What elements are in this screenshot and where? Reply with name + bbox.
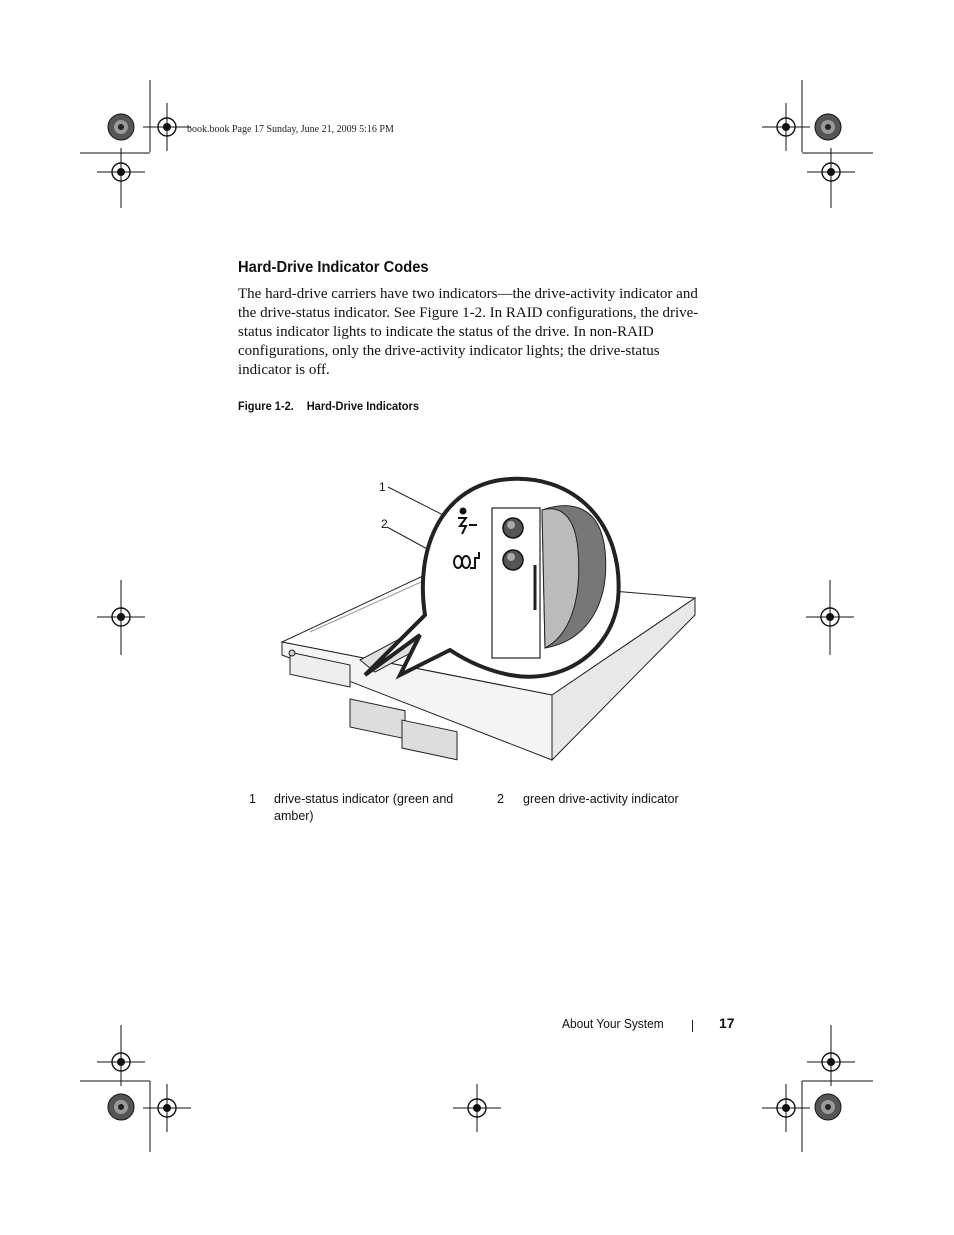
footer-divider [692,1020,693,1032]
figure-caption [238,399,419,413]
body-line: configurations, only the drive-activity indicator lights; the drive-status [238,343,660,359]
body-line: status indicator lights to indicate the status of the drive. In non-RAID [238,324,654,340]
legend-text [523,791,743,808]
legend-num: 2 [497,792,504,806]
print-slug: book.book Page 17 Sunday, June 21, 2009 5:16 PM [187,124,394,135]
body-line: The hard-drive carriers have two indicators—the drive-activity indicator and [238,286,698,302]
zoom-inset [365,479,619,677]
legend-text-line: amber) [274,809,314,823]
body-line: the drive-status indicator. See Figure 1-2. In RAID configurations, the drive- [238,305,699,321]
legend-text-line: drive-status indicator (green and [274,792,454,806]
callout-number: 2 [381,517,388,531]
legend-num: 1 [249,792,256,806]
footer-section-title: About Your System [562,1016,664,1031]
body-line: indicator is off. [238,362,330,378]
figure-label: Figure 1-2. [238,399,294,413]
hard-drive-indicators-figure [270,470,710,770]
figure-title: Hard-Drive Indicators [306,399,419,413]
page-number: 17 [719,1015,735,1031]
legend-text [274,791,474,825]
legend-text-line: green drive-activity indicator [523,792,679,806]
body-paragraph [238,285,738,380]
callout-number: 1 [379,480,386,494]
section-heading: Hard-Drive Indicator Codes [238,259,429,276]
color-target-mark [108,114,134,140]
